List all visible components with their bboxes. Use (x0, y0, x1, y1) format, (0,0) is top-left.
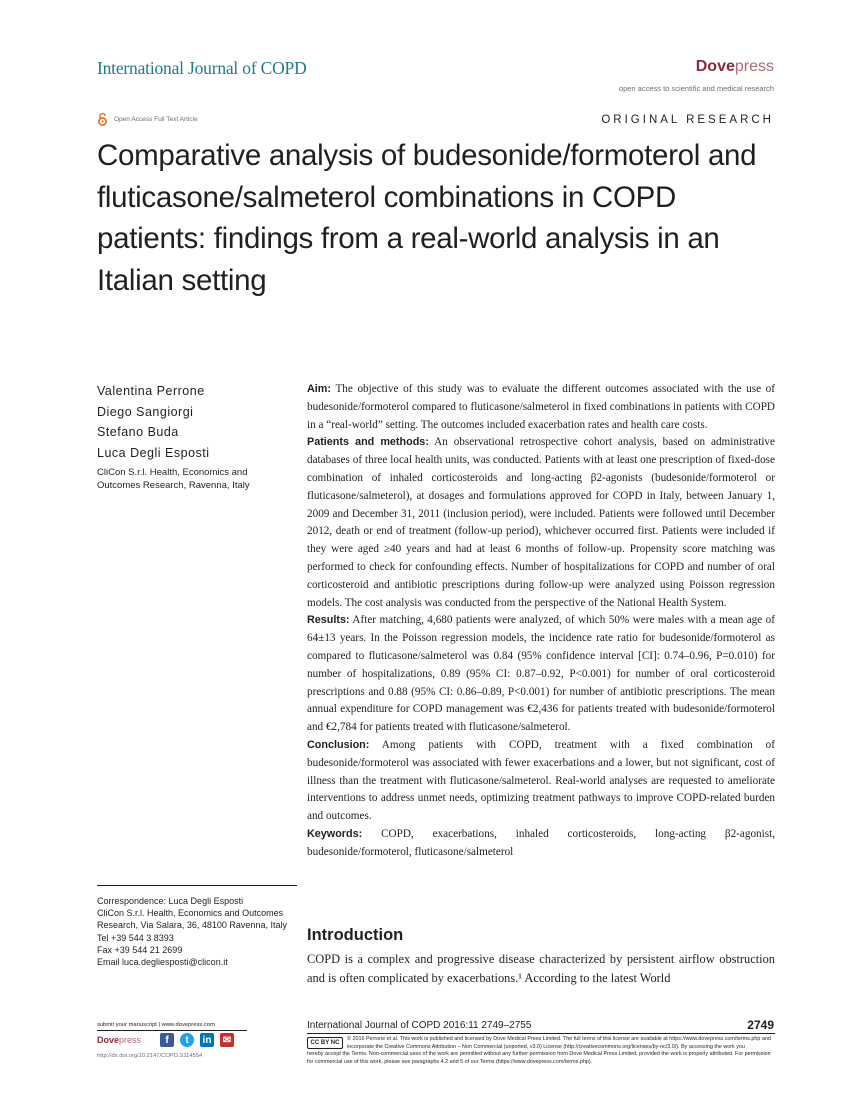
abstract (307, 381, 775, 862)
abstract-label: Patients and methods: (307, 436, 429, 449)
divider (97, 885, 297, 886)
section-label: ORIGINAL RESEARCH (601, 114, 774, 126)
author[interactable]: Valentina Perrone (97, 384, 205, 398)
abstract-keywords (307, 826, 775, 862)
doi-link[interactable]: http://dx.doi.org/10.2147/COPD.S114554 (97, 1053, 203, 1059)
license-text: © 2016 Perrone et al. This work is published and licensed by Dove Medical Press Limited. The full terms of this license are available at https://www.dovepress.com/terms.php and incorporate the Creative Commons Attribution – Non Commercial (unported, v3.0) License (http://creativecommons.org/licenses/by-nc/3.0/). By accessing the work you (347, 1036, 771, 1050)
journal-title[interactable]: International Journal of COPD (97, 58, 307, 78)
page-number: 2749 (747, 1018, 774, 1032)
abstract-label: Results: (307, 614, 350, 627)
open-access-icon (97, 112, 108, 126)
correspondence (97, 895, 297, 968)
journal-citation: International Journal of COPD 2016:11 2749–2755 (307, 1020, 532, 1031)
submit-manuscript-link[interactable]: submit your manuscript | www.dovepress.com (97, 1022, 215, 1028)
abstract-methods (307, 434, 775, 612)
social-links (160, 1033, 234, 1047)
linkedin-icon[interactable]: in (200, 1033, 214, 1047)
abstract-text: The objective of this study was to evaluate the different outcomes associated with the use of budesonide/formoterol compared to fluticasone/salmeterol in fixed combinations in patients with COPD in a “real-world” setting. The outcomes included exacerbation rates and health care costs. (307, 383, 775, 431)
publisher-brand-suffix: press (734, 58, 774, 75)
introduction-text: COPD is a complex and progressive disease characterized by persistent airflow obstruction and is often complicated by exacerbations.¹ According to the latest World (307, 952, 775, 985)
footer-brand: Dove (97, 1035, 120, 1045)
twitter-icon[interactable]: t (180, 1033, 194, 1047)
divider (307, 1033, 775, 1034)
footer-brand-suffix: press (119, 1035, 142, 1045)
author[interactable]: Diego Sangiorgi (97, 404, 194, 419)
abstract-aim (307, 381, 775, 434)
author[interactable]: Luca Degli Esposti (97, 445, 210, 460)
correspondence-tel: Tel +39 544 3 8393 (97, 932, 174, 943)
open-access-label: Open Access Full Text Article (114, 115, 198, 123)
abstract-text: An observational retrospective cohort analysis, based on administrative databases of three local health units, was conducted. Patients with at least one prescription of fixed-dose combination of inhaled corticosteroids and long-acting β2-agonists (budesonide/formoterol or fluticasone/salmeterol), at dosages and formulations approved for COPD in Italy, between January 1, 2009 and December 31, 2011 (inclusion period), were included. Patients were followed until December 2012, death or end of treatment (follow-up period), whichever occurred first. Patients were included if they were aged ≥40 years and had at least 6 months of follow-up. Propensity score matching was performed to check for confounding effects. Number of hospitalizations for COPD and number of oral corticosteroid and antibiotic prescriptions during follow-up were analyzed using Poisson regression models. The cost analysis was conducted from the perspective of the National Health System. (307, 436, 775, 609)
license-text-continued: hereby accept the Terms. Non-commercial uses of the work are permitted without any further permission from Dove Medical Press Limited, provided the work is properly attributed. For permission for commercial use of this work, please see paragraphs 4.2 and 5 of our Terms (https://www.dovepress.com/terms.php). (307, 1051, 771, 1065)
publisher-brand: Dove (695, 58, 735, 75)
footer-publisher-logo[interactable] (97, 1035, 141, 1045)
cc-license-badge[interactable]: CC BY NC (307, 1037, 343, 1049)
section-heading-introduction: Introduction (307, 926, 404, 944)
abstract-label: Aim: (307, 383, 331, 395)
publisher-tagline: open access to scientific and medical research (618, 84, 774, 93)
abstract-text: COPD, exacerbations, inhaled corticosteroids, long-acting β2-agonist, budesonide/formoterol, fluticasone/salmeterol (307, 827, 775, 858)
abstract-label: Conclusion: (307, 738, 370, 751)
correspondence-name: Correspondence: Luca Degli Esposti (97, 896, 244, 906)
abstract-label: Keywords: (307, 827, 363, 840)
email-icon[interactable]: ✉ (220, 1033, 234, 1047)
divider (97, 1030, 247, 1031)
affiliation: CliCon S.r.l. Health, Economics and Outcomes Research, Ravenna, Italy (97, 467, 250, 491)
abstract-text: Among patients with COPD, treatment with a fixed combination of budesonide/formoterol was associated with fewer exacerbations and a lower, but not significant, cost of illness than the treatment with fluticasone/salmeterol. Real-world analyses are requested to ameliorate interventions to address unmet needs, optimizing treatment pathways to improve COPD-related burden and outcomes. (307, 738, 775, 823)
correspondence-fax: Fax +39 544 21 2699 (97, 944, 183, 955)
open-access-badge[interactable] (97, 112, 198, 126)
article-title: Comparative analysis of budesonide/formoterol and fluticasone/salmeterol combinations in COPD patients: findings from a real-world analysis in an Italian setting (97, 139, 757, 297)
facebook-icon[interactable]: f (160, 1033, 174, 1047)
abstract-results (307, 612, 775, 737)
abstract-conclusion (307, 737, 775, 826)
correspondence-address: CliCon S.r.l. Health, Economics and Outcomes Research, Via Salara, 36, 48100 Ravenna, Italy (97, 908, 287, 931)
author-list (97, 381, 210, 463)
abstract-text: After matching, 4,680 patients were analyzed, of which 50% were males with a mean age of 64±13 years. In the Poisson regression models, the incidence rate ratio for budesonide/formoterol as compared to fluticasone/salmeterol was 0.84 (95% confidence interval [CI]: 0.74–0.96, P=0.010) for number of hospitalizations, 0.89 (95% CI: 0.87–0.92, P<0.001) for number of oral corticosteroid prescriptions and 0.88 (95% CI: 0.86–0.89, P<0.001) for number of antibiotic prescriptions. The mean annual expenditure for COPD management was €2,436 for patients treated with budesonide/formoterol and €2,784 for patients treated with fluticasone/salmeterol. (307, 614, 775, 734)
author[interactable]: Stefano Buda (97, 425, 179, 439)
correspondence-email[interactable]: Email luca.degliesposti@clicon.it (97, 957, 228, 968)
publisher-logo[interactable] (696, 58, 774, 76)
